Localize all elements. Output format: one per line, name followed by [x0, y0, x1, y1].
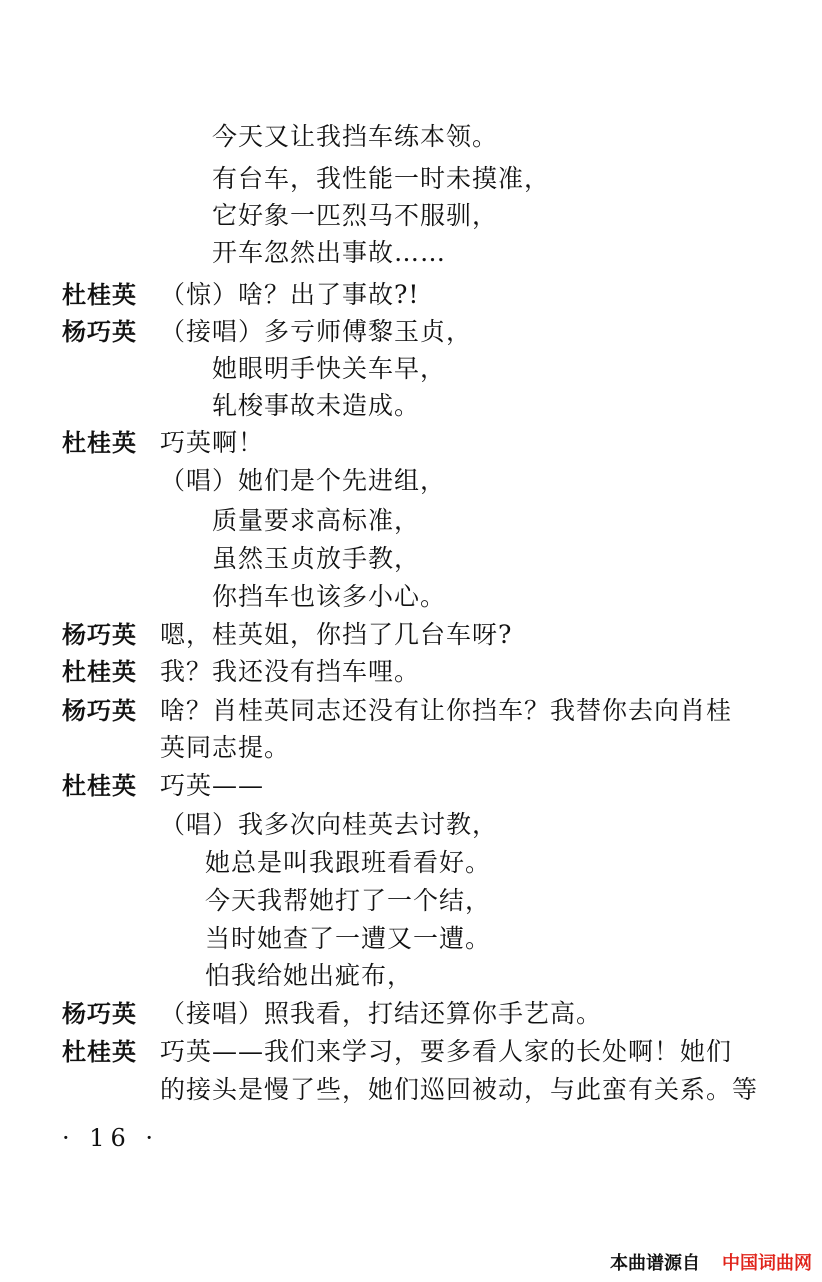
speaker-name: 杨巧英	[62, 621, 137, 649]
footer-site-link[interactable]: 中国词曲网	[722, 1253, 812, 1274]
dialogue-line: 英同志提。	[160, 733, 291, 762]
lyric-line: （唱）我多次向桂英去讨教，	[160, 810, 499, 839]
speaker-name: 杨巧英	[62, 697, 137, 725]
dialogue-line: 巧英——我们来学习，要多看人家的长处啊！她们	[160, 1037, 733, 1066]
speaker-name: 杜桂英	[62, 772, 137, 800]
lyric-line: 当时她查了一遭又一遭。	[205, 924, 492, 953]
lyric-line: 虽然玉贞放手教，	[212, 544, 421, 573]
lyric-line: 她总是叫我跟班看看好。	[205, 848, 492, 877]
dialogue-line: 啥？肖桂英同志还没有让你挡车？我替你去向肖桂	[160, 696, 733, 725]
speaker-name: 杜桂英	[62, 658, 137, 686]
lyric-line: （唱）她们是个先进组，	[160, 466, 447, 495]
speaker-name: 杜桂英	[62, 429, 137, 457]
dialogue-line: 巧英啊！	[160, 428, 265, 457]
dialogue-line: （接唱）照我看，打结还算你手艺高。	[160, 999, 603, 1028]
lyric-line: 开车忽然出事故……	[212, 238, 447, 267]
dialogue-line: 巧英——	[160, 771, 265, 800]
lyric-line: 它好象一匹烈马不服驯，	[212, 201, 499, 230]
lyric-line: 质量要求高标准，	[212, 506, 421, 535]
lyric-line: 轧梭事故未造成。	[212, 391, 421, 420]
lyric-line: 她眼明手快关车早，	[212, 354, 447, 383]
lyric-line: 怕我给她出疵布，	[205, 961, 414, 990]
page-number: · 16 ·	[62, 1124, 160, 1152]
speaker-name: 杨巧英	[62, 1000, 137, 1028]
footer-source-label: 本曲谱源自	[610, 1253, 700, 1274]
lyric-line: 你挡车也该多小心。	[212, 582, 447, 611]
speaker-name: 杨巧英	[62, 318, 137, 346]
lyric-line: 今天又让我挡车练本领。	[212, 122, 499, 151]
lyric-line: 有台车，我性能一时未摸准，	[212, 164, 551, 193]
speaker-name: 杜桂英	[62, 281, 137, 309]
dialogue-line: （惊）啥？出了事故?!	[160, 280, 420, 309]
dialogue-line: 我？我还没有挡车哩。	[160, 657, 421, 686]
dialogue-line: （接唱）多亏师傅黎玉贞，	[160, 317, 473, 346]
lyric-line: 今天我帮她打了一个结，	[205, 886, 492, 915]
dialogue-line: 的接头是慢了些，她们巡回被动，与此蛮有关系。等	[160, 1075, 759, 1104]
speaker-name: 杜桂英	[62, 1038, 137, 1066]
dialogue-line: 嗯，桂英姐，你挡了几台车呀?	[160, 620, 513, 649]
